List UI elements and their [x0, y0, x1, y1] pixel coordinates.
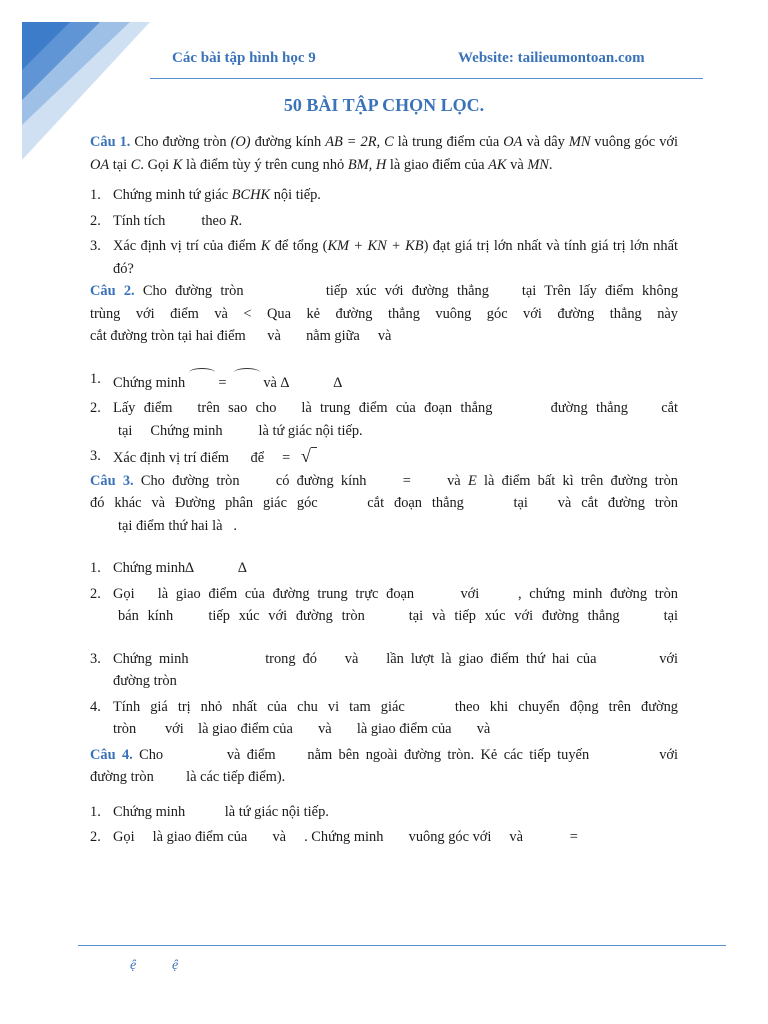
- q4-item-1: 1. Chứng minh là tứ giác nội tiếp.: [90, 803, 329, 820]
- footer-glyph-1: ệ: [130, 958, 137, 973]
- question-4-line-1: Câu 4. Cho và điểm nằm bên ngoài đường tròn. Kẻ các tiếp tuyến với: [90, 746, 678, 763]
- q3-item-4-line-1: 4. Tính giá trị nhỏ nhất của chu vi tam giác theo khi chuyển động trên đường: [90, 698, 679, 715]
- q1-item-2: 2. Tính tích theo R.: [90, 212, 243, 229]
- q1-item-3: 3. Xác định vị trí của điểm K để tổng (KM + KN + KB) đạt giá trị lớn nhất và tính giá trị lớn nhất đó?: [90, 238, 678, 277]
- q2-item-2-line-2: tại Chứng minh là tứ giác nội tiếp.: [118, 422, 363, 439]
- header-left-text: Các bài tập hình học 9: [172, 50, 316, 66]
- q3-item-4-line-2: tròn với là giao điểm của và là giao điểm của và: [113, 721, 491, 737]
- q1-item-1: 1. Chứng minh tứ giác BCHK nội tiếp.: [90, 187, 321, 203]
- document-body: [90, 131, 678, 849]
- header-website[interactable]: Website: tailieumontoan.com: [458, 50, 645, 66]
- question-2-line-1: Câu 2. Cho đường tròn tiếp xúc với đường thẳng tại Trên lấy điểm không: [90, 283, 679, 299]
- question-3-line-3: tại điểm thứ hai là .: [118, 517, 237, 534]
- header-divider: [150, 78, 703, 79]
- q3-item-1: 1. Chứng minh∆ ∆: [90, 560, 247, 576]
- q2-item-1: 1. Chứng minh = và ∆ ∆: [90, 368, 678, 395]
- question-2-line-2: trùng với điểm và < Qua kẻ đường thẳng vuông góc với đường thẳng này: [90, 305, 678, 322]
- page-title: 50 BÀI TẬP CHỌN LỌC.: [283, 95, 485, 115]
- q3-item-2-line-1: 2. Gọi là giao điểm của đường trung trực đoạn với , chứng minh đường tròn: [90, 585, 678, 602]
- q2-item-3: 3. Xác định vị trí điểm để = √: [90, 445, 678, 470]
- footer-glyph-2: ệ: [172, 958, 179, 973]
- q3-item-2-line-2: bán kính tiếp xúc với đường tròn tại và tiếp xúc với đường thẳng tại: [118, 608, 678, 624]
- question-1: Câu 1. Cho đường tròn (O) đường kính AB = 2R, C là trung điểm của OA và dây MN vuông góc với OA tại C. Gọi K là điểm tùy ý trên cung nhỏ BM, H là giao điểm của AK và MN.: [90, 134, 679, 173]
- question-3-line-2: đó khác và Đường phân giác góc cắt đoạn thẳng tại và cắt đường tròn: [90, 495, 678, 511]
- q4-item-2: 2. Gọi là giao điểm của và . Chứng minh vuông góc với và =: [90, 829, 578, 845]
- question-4-line-2: đường tròn là các tiếp điểm).: [90, 769, 286, 785]
- question-2-line-3: cắt đường tròn tại hai điểm và nằm giữa và: [90, 328, 392, 344]
- q3-item-3-line-1: 3. Chứng minh trong đó và lần lượt là giao điểm thứ hai của với: [90, 650, 679, 667]
- q3-item-3-line-2: đường tròn: [113, 673, 177, 689]
- footer-divider: [78, 945, 726, 946]
- question-3-line-1: Câu 3. Cho đường tròn có đường kính = và E là điểm bất kì trên đường tròn: [90, 472, 678, 489]
- q2-item-2-line-1: 2. Lấy điểm trên sao cho là trung điểm của đoạn thẳng đường thẳng cắt: [90, 400, 678, 416]
